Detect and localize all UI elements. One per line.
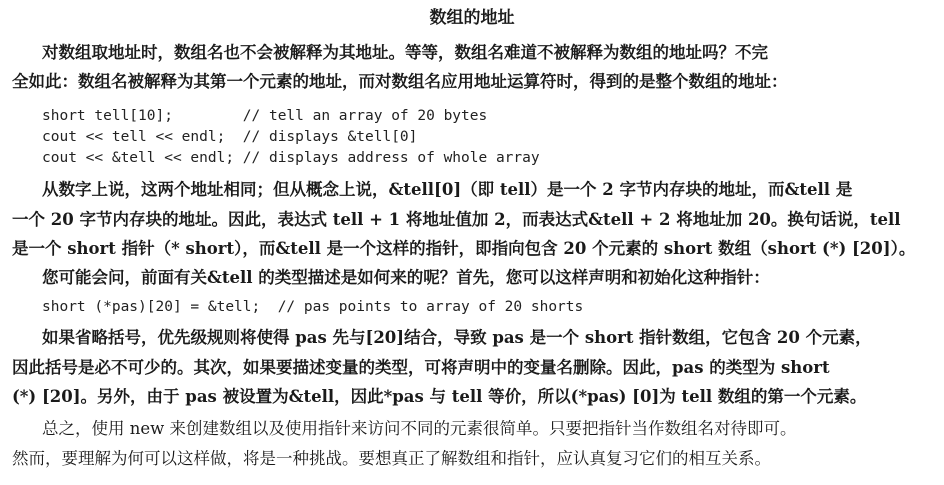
code-line-4: short (*pas)[20] = &tell; // pas points to array of 20 shorts [42,299,584,315]
paragraph-2-line-2: 一个 20 字节内存块的地址。因此，表达式 tell + 1 将地址值加 2，而表达式&tell + 2 将地址加 20。换句话说，tell [12,210,901,229]
paragraph-5-line-1: 总之，使用 new 来创建数组以及使用指针来访问不同的元素很简单。只要把指针当作数组名对待即可。 [42,419,797,438]
paragraph-1-line-2: 全如此：数组名被解释为其第一个元素的地址，而对数组名应用地址运算符时，得到的是整个数组的地址： [12,72,788,91]
paragraph-4-line-1: 如果省略括号，优先级规则将使得 pas 先与[20]结合，导致 pas 是一个 short 指针数组，它包含 20 个元素， [42,328,872,347]
code-line-2: cout << tell << endl; // displays &tell[0] [42,129,418,145]
paragraph-4-line-3: (*) [20]。另外，由于 pas 被设置为&tell，因此*pas 与 tell 等价，所以(*pas) [0]为 tell 数组的第一个元素。 [12,387,867,406]
section-title: 数组的地址 [429,8,515,28]
code-line-3: cout << &tell << endl; // displays address of whole array [42,150,540,166]
paragraph-1-line-1: 对数组取地址时，数组名也不会被解释为其地址。等等，数组名难道不被解释为数组的地址吗？不完 [42,43,768,62]
paragraph-2-line-3: 是一个 short 指针（* short），而&tell 是一个这样的指针，即指向包含 20 个元素的 short 数组（short (*) [20]）。 [12,239,916,258]
paragraph-2-line-1: 从数字上说，这两个地址相同；但从概念上说，&tell[0]（即 tell）是一个 2 字节内存块的地址，而&tell 是 [42,180,853,199]
paragraph-4-line-2: 因此括号是必不可少的。其次，如果要描述变量的类型，可将声明中的变量名删除。因此，pas 的类型为 short [12,358,830,377]
code-line-1: short tell[10]; // tell an array of 20 bytes [42,108,488,124]
paragraph-3-line-1: 您可能会问，前面有关&tell 的类型描述是如何来的呢？首先，您可以这样声明和初始化这种指针： [42,268,770,287]
paragraph-5-line-2: 然而，要理解为何可以这样做，将是一种挑战。要想真正了解数组和指针，应认真复习它们的相互关系。 [12,449,771,468]
